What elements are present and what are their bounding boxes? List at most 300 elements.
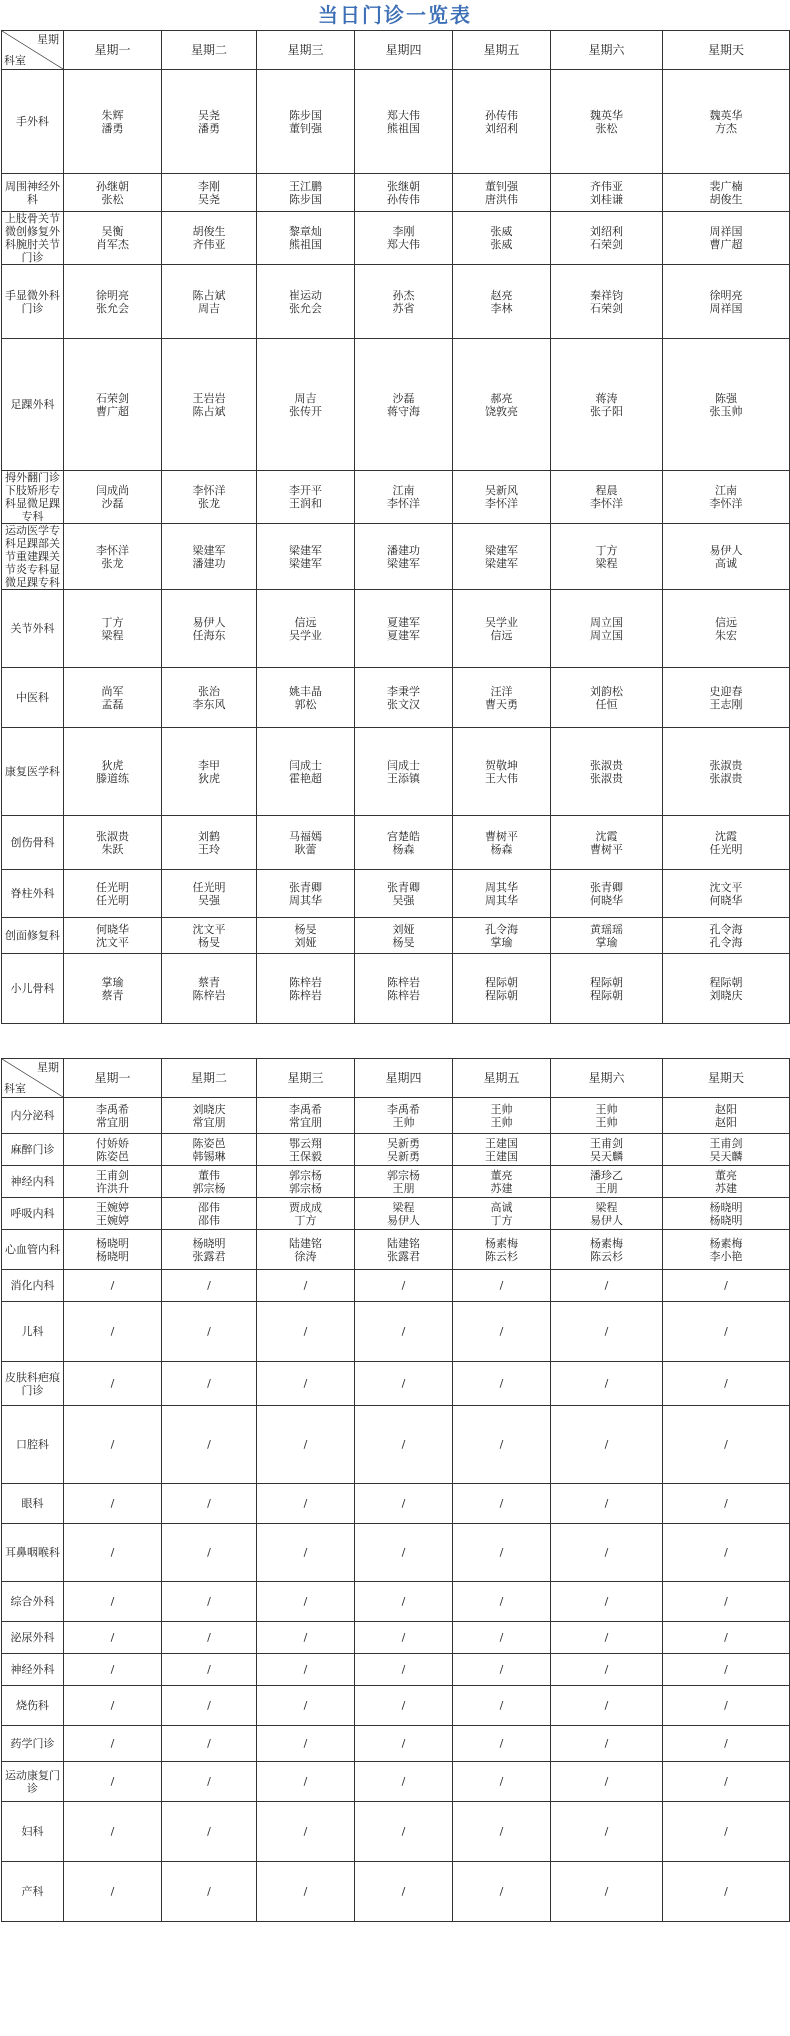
schedule-cell (355, 1198, 453, 1230)
doctor-name: 掌瑜 (101, 975, 124, 989)
doctor-name: 郭松 (294, 697, 317, 711)
no-clinic-mark: / (207, 1631, 211, 1644)
no-clinic-mark: / (604, 1775, 609, 1788)
doctor-name: 程际朝 (590, 975, 623, 989)
schedule-cell (64, 1524, 162, 1582)
schedule-cell (355, 339, 453, 471)
schedule-cell (663, 70, 790, 174)
doctor-name: 孙杰 (392, 288, 415, 302)
doctor-name: 孟磊 (101, 697, 124, 711)
doctor-name: 孙传伟 (485, 108, 518, 122)
no-clinic-mark: / (303, 1775, 308, 1788)
doctor-name: 孔令海 (485, 922, 518, 936)
no-clinic-mark: / (207, 1885, 211, 1898)
doctor-name: 王婉婷 (96, 1200, 129, 1214)
doctor-name: 李东风 (192, 697, 226, 711)
schedule-cell (551, 1862, 663, 1922)
doctor-name: 王甫剑 (96, 1168, 129, 1182)
no-clinic-mark: / (207, 1737, 211, 1750)
day-header-7: 星期天 (663, 1059, 790, 1098)
schedule-cell (663, 668, 790, 728)
doctor-name: 张龙 (198, 497, 220, 510)
dept-name: 药学门诊 (2, 1726, 64, 1762)
no-clinic-mark: / (604, 1438, 609, 1451)
schedule-cell (257, 1362, 355, 1406)
doctor-name: 滕道练 (96, 771, 129, 785)
doctor-name: 周祥国 (709, 301, 743, 315)
schedule-cell (551, 1686, 663, 1726)
schedule-cell (162, 590, 257, 668)
day-header-3: 星期三 (257, 31, 355, 70)
no-clinic-mark: / (499, 1699, 504, 1712)
doctor-name: 李怀洋 (709, 497, 743, 510)
schedule-cell (551, 728, 663, 816)
doctor-name: 郑大伟 (387, 238, 420, 251)
doctor-name: 郭宗杨 (387, 1168, 420, 1182)
doctor-name: 王帅 (490, 1102, 513, 1116)
dept-row (2, 1582, 790, 1622)
schedule-cell (453, 590, 551, 668)
no-clinic-mark: / (724, 1279, 728, 1292)
doctor-name: 任光明 (192, 880, 226, 894)
schedule-cell (355, 728, 453, 816)
schedule-cell (162, 954, 257, 1024)
doctor-name: 刘桂谦 (590, 192, 623, 206)
doctor-name: 张松 (101, 192, 124, 206)
doctor-name: 任光明 (96, 880, 129, 894)
schedule-cell (663, 1802, 790, 1862)
doctor-name: 王帅 (595, 1115, 618, 1129)
doctor-name: 孙继朝 (96, 179, 129, 193)
schedule-cell (551, 70, 663, 174)
schedule-cell (162, 524, 257, 590)
dept-name: 足踝外科 (2, 339, 64, 471)
doctor-name: 吴衡 (101, 225, 124, 238)
dept-name: 烧伤科 (2, 1686, 64, 1726)
doctor-name: 吴新风 (485, 484, 518, 497)
schedule-cell (355, 1802, 453, 1862)
doctor-name: 王帅 (490, 1115, 513, 1129)
schedule-cell (663, 1134, 790, 1166)
doctor-name: 周立国 (590, 628, 623, 642)
no-clinic-mark: / (724, 1438, 728, 1451)
doctor-name: 张文汉 (387, 697, 420, 711)
schedule-cell (162, 1484, 257, 1524)
doctor-name: 闫成尚 (96, 484, 129, 497)
schedule-cell (355, 1484, 453, 1524)
schedule-cell (257, 471, 355, 524)
no-clinic-mark: / (110, 1438, 115, 1451)
no-clinic-mark: / (499, 1438, 504, 1451)
no-clinic-mark: / (401, 1699, 406, 1712)
dept-name: 康复医学科 (2, 728, 64, 816)
no-clinic-mark: / (401, 1546, 406, 1559)
schedule-cell (257, 590, 355, 668)
schedule-cell (453, 1686, 551, 1726)
day-header-3: 星期三 (257, 1059, 355, 1098)
schedule-cell (64, 212, 162, 265)
dept-row (2, 1230, 790, 1270)
no-clinic-mark: / (604, 1497, 609, 1510)
schedule-cell (257, 918, 355, 954)
schedule-cell (551, 1362, 663, 1406)
doctor-name: 吴天麟 (709, 1149, 743, 1163)
doctor-name: 江南 (715, 484, 737, 497)
doctor-name: 陈强 (715, 391, 737, 405)
doctor-name: 梁建军 (485, 556, 518, 570)
schedule-cell (453, 1802, 551, 1862)
doctor-name: 程际朝 (590, 988, 623, 1002)
doctor-name: 李秉学 (387, 684, 420, 698)
doctor-name: 吴学业 (289, 628, 322, 642)
doctor-name: 梁程 (595, 556, 618, 570)
dept-row (2, 1686, 790, 1726)
schedule-cell (551, 212, 663, 265)
dept-row (2, 1270, 790, 1302)
schedule-cell (663, 1582, 790, 1622)
schedule-cell (663, 1726, 790, 1762)
doctor-name: 陈梓岩 (289, 988, 322, 1002)
schedule-cell (453, 918, 551, 954)
schedule-cell (64, 816, 162, 870)
dept-name: 麻醉门诊 (2, 1134, 64, 1166)
day-header-2: 星期二 (162, 31, 257, 70)
no-clinic-mark: / (604, 1737, 609, 1750)
schedule-cell (64, 339, 162, 471)
doctor-name: 陈步国 (289, 108, 322, 122)
no-clinic-mark: / (303, 1631, 308, 1644)
doctor-name: 丁方 (294, 1213, 317, 1227)
schedule-cell (663, 524, 790, 590)
doctor-name: 常宜朋 (192, 1115, 226, 1129)
no-clinic-mark: / (110, 1595, 115, 1608)
schedule-cell (453, 816, 551, 870)
schedule-cell (663, 1230, 790, 1270)
doctor-name: 李禹希 (96, 1102, 129, 1116)
doctor-name: 李小艳 (709, 1249, 743, 1263)
schedule-cell (663, 870, 790, 918)
doctor-name: 曹树平 (485, 829, 518, 843)
schedule-cell (355, 1230, 453, 1270)
no-clinic-mark: / (207, 1699, 211, 1712)
doctor-name: 刘绍利 (590, 225, 623, 238)
doctor-name: 王朋 (392, 1181, 415, 1195)
dept-name: 运动医学专科足踝部关节重建踝关节炎专科显微足踝专科 (2, 524, 64, 590)
schedule-cell (453, 1622, 551, 1654)
schedule-cell (551, 1484, 663, 1524)
doctor-name: 董钊强 (289, 121, 322, 135)
doctor-name: 沙磊 (392, 391, 415, 405)
dept-name: 消化内科 (2, 1270, 64, 1302)
no-clinic-mark: / (724, 1775, 728, 1788)
doctor-name: 高诚 (490, 1200, 513, 1214)
doctor-name: 任光明 (96, 893, 129, 907)
no-clinic-mark: / (499, 1279, 504, 1292)
no-clinic-mark: / (499, 1377, 504, 1390)
schedule-cell (663, 1406, 790, 1484)
dept-name: 手显微外科门诊 (2, 265, 64, 339)
doctor-name: 熊祖国 (387, 121, 420, 135)
doctor-name: 杨晓明 (96, 1249, 129, 1263)
doctor-name: 易伊人 (387, 1213, 420, 1227)
no-clinic-mark: / (303, 1663, 308, 1676)
dept-row (2, 1654, 790, 1686)
schedule-cell (64, 1762, 162, 1802)
schedule-cell (257, 1270, 355, 1302)
no-clinic-mark: / (110, 1699, 115, 1712)
schedule-cell (551, 954, 663, 1024)
doctor-name: 梁程 (595, 1200, 618, 1214)
schedule-cell (162, 1726, 257, 1762)
dept-name: 眼科 (2, 1484, 64, 1524)
no-clinic-mark: / (401, 1885, 406, 1898)
doctor-name: 易伊人 (192, 615, 226, 629)
doctor-name: 刘韵松 (590, 684, 623, 698)
no-clinic-mark: / (207, 1325, 211, 1338)
doctor-name: 孔令海 (709, 935, 743, 949)
dept-name: 耳鼻咽喉科 (2, 1524, 64, 1582)
doctor-name: 丁方 (595, 543, 618, 557)
no-clinic-mark: / (401, 1825, 406, 1838)
schedule-cell (355, 1134, 453, 1166)
no-clinic-mark: / (401, 1377, 406, 1390)
dept-row (2, 918, 790, 954)
schedule-cell (64, 1270, 162, 1302)
doctor-name: 张玉帅 (709, 404, 743, 418)
schedule-cell (663, 1302, 790, 1362)
doctor-name: 孙传伟 (387, 192, 420, 206)
schedule-cell (551, 471, 663, 524)
schedule-cell (551, 174, 663, 212)
schedule-cell (453, 1726, 551, 1762)
schedule-cell (257, 339, 355, 471)
schedule-cell (355, 212, 453, 265)
no-clinic-mark: / (401, 1497, 406, 1510)
schedule-cell (355, 1686, 453, 1726)
schedule-cell (663, 1166, 790, 1198)
schedule-cell (162, 70, 257, 174)
schedule-cell (551, 918, 663, 954)
schedule-cell (64, 668, 162, 728)
schedule-cell (257, 954, 355, 1024)
day-header-2: 星期二 (162, 1059, 257, 1098)
doctor-name: 吴天麟 (590, 1149, 623, 1163)
doctor-name: 郭宗杨 (289, 1181, 322, 1195)
schedule-cell (355, 524, 453, 590)
dept-row (2, 1362, 790, 1406)
schedule-cell (64, 954, 162, 1024)
schedule-cell (257, 1166, 355, 1198)
doctor-name: 李禹希 (387, 1102, 420, 1116)
doctor-name: 何晓华 (709, 893, 743, 907)
schedule-cell (162, 1134, 257, 1166)
schedule-cell (551, 339, 663, 471)
schedule-cell (64, 471, 162, 524)
doctor-name: 李禹希 (289, 1102, 322, 1116)
schedule-cell (355, 70, 453, 174)
doctor-name: 徐涛 (294, 1249, 317, 1263)
doctor-name: 张露君 (192, 1249, 226, 1263)
doctor-name: 韩锡琳 (192, 1149, 226, 1163)
schedule-cell (355, 816, 453, 870)
doctor-name: 杨旻 (294, 922, 317, 936)
schedule-cell (162, 339, 257, 471)
schedule-cell (663, 212, 790, 265)
schedule-cell (453, 174, 551, 212)
no-clinic-mark: / (303, 1377, 308, 1390)
schedule-cell (551, 1406, 663, 1484)
doctor-name: 王朋 (595, 1181, 618, 1195)
schedule-table-2 (1, 1058, 790, 1922)
doctor-name: 李刚 (198, 179, 220, 193)
dept-row (2, 816, 790, 870)
schedule-cell (162, 1362, 257, 1406)
doctor-name: 张允会 (96, 301, 129, 315)
doctor-name: 张青卿 (289, 880, 322, 894)
schedule-cell (355, 1406, 453, 1484)
schedule-cell (355, 1622, 453, 1654)
dept-row (2, 174, 790, 212)
schedule-cell (453, 1098, 551, 1134)
doctor-name: 吴新勇 (387, 1136, 420, 1150)
schedule-cell (257, 1230, 355, 1270)
doctor-name: 胡俊生 (709, 192, 743, 206)
doctor-name: 何晓华 (590, 893, 623, 907)
no-clinic-mark: / (401, 1775, 406, 1788)
schedule-cell (551, 1098, 663, 1134)
no-clinic-mark: / (724, 1663, 728, 1676)
doctor-name: 魏英华 (590, 108, 623, 122)
schedule-cell (453, 1654, 551, 1686)
schedule-cell (663, 265, 790, 339)
schedule-cell (551, 1198, 663, 1230)
schedule-cell (257, 728, 355, 816)
schedule-cell (663, 1524, 790, 1582)
schedule-cell (64, 1406, 162, 1484)
schedule-cell (64, 1802, 162, 1862)
schedule-cell (257, 1524, 355, 1582)
dept-row (2, 265, 790, 339)
doctor-name: 王建国 (485, 1136, 518, 1150)
doctor-name: 杨素梅 (709, 1236, 743, 1250)
doctor-name: 周祥国 (709, 225, 743, 238)
doctor-name: 王大伟 (485, 771, 518, 785)
schedule-cell (453, 1166, 551, 1198)
no-clinic-mark: / (604, 1279, 609, 1292)
doctor-name: 常宜朋 (96, 1115, 129, 1129)
schedule-cell (663, 728, 790, 816)
doctor-name: 崔运动 (289, 288, 322, 302)
schedule-cell (257, 265, 355, 339)
doctor-name: 陈姿邑 (96, 1149, 129, 1163)
doctor-name: 周其华 (485, 893, 518, 907)
schedule-cell (551, 1762, 663, 1802)
no-clinic-mark: / (499, 1595, 504, 1608)
day-header-6: 星期六 (551, 1059, 663, 1098)
schedule-cell (257, 1302, 355, 1362)
doctor-name: 王甫剑 (590, 1136, 623, 1150)
doctor-name: 石荣剑 (590, 301, 623, 315)
doctor-name: 陈梓岩 (192, 988, 226, 1002)
day-header-7: 星期天 (663, 31, 790, 70)
doctor-name: 汪洋 (490, 684, 513, 698)
schedule-cell (162, 1406, 257, 1484)
doctor-name: 齐伟亚 (192, 238, 226, 251)
doctor-name: 周其华 (485, 880, 518, 894)
schedule-cell (551, 1230, 663, 1270)
doctor-name: 王婉婷 (96, 1213, 129, 1227)
schedule-cell (663, 1484, 790, 1524)
corner-header (2, 1059, 64, 1098)
doctor-name: 沈文平 (96, 935, 129, 949)
doctor-name: 周其华 (289, 893, 322, 907)
schedule-cell (257, 1406, 355, 1484)
no-clinic-mark: / (499, 1497, 504, 1510)
doctor-name: 闫成士 (387, 758, 420, 772)
schedule-cell (355, 918, 453, 954)
doctor-name: 饶敦亮 (485, 404, 518, 418)
schedule-cell (64, 590, 162, 668)
schedule-cell (257, 870, 355, 918)
dept-row (2, 1524, 790, 1582)
doctor-name: 张淑贵 (96, 829, 129, 843)
page-title: 当日门诊一览表 (318, 3, 472, 27)
schedule-cell (355, 1726, 453, 1762)
schedule-cell (551, 816, 663, 870)
doctor-name: 秦祥钧 (590, 288, 623, 302)
doctor-name: 张龙 (101, 556, 124, 570)
schedule-cell (162, 816, 257, 870)
schedule-cell (663, 1198, 790, 1230)
doctor-name: 张威 (490, 225, 513, 238)
dept-name: 上肢骨关节微创修复外科腕肘关节门诊 (2, 212, 64, 265)
doctor-name: 徐明亮 (96, 288, 129, 302)
doctor-name: 肖军杰 (96, 238, 129, 251)
no-clinic-mark: / (110, 1377, 115, 1390)
no-clinic-mark: / (207, 1663, 211, 1676)
schedule-cell (162, 918, 257, 954)
dept-row (2, 339, 790, 471)
doctor-name: 高诚 (715, 556, 737, 570)
dept-name: 关节外科 (2, 590, 64, 668)
doctor-name: 周立国 (590, 615, 623, 629)
doctor-name: 李开平 (289, 484, 322, 497)
schedule-cell (257, 1198, 355, 1230)
dept-name: 产科 (2, 1862, 64, 1922)
schedule-cell (453, 1484, 551, 1524)
schedule-cell (551, 1302, 663, 1362)
doctor-name: 付娇娇 (96, 1136, 129, 1150)
doctor-name: 掌瑜 (490, 935, 513, 949)
doctor-name: 任恒 (595, 697, 618, 711)
schedule-cell (162, 1654, 257, 1686)
schedule-cell (162, 265, 257, 339)
no-clinic-mark: / (207, 1279, 211, 1292)
doctor-name: 张青卿 (387, 880, 420, 894)
no-clinic-mark: / (401, 1438, 406, 1451)
doctor-name: 蒋守海 (387, 404, 420, 418)
doctor-name: 陈梓岩 (387, 988, 420, 1002)
schedule-cell (663, 1098, 790, 1134)
schedule-cell (64, 918, 162, 954)
schedule-cell (257, 524, 355, 590)
doctor-name: 梁建军 (289, 556, 322, 570)
no-clinic-mark: / (110, 1825, 115, 1838)
doctor-name: 苏建 (490, 1181, 513, 1195)
day-header-5: 星期五 (453, 31, 551, 70)
no-clinic-mark: / (724, 1377, 728, 1390)
corner-header (2, 31, 64, 70)
